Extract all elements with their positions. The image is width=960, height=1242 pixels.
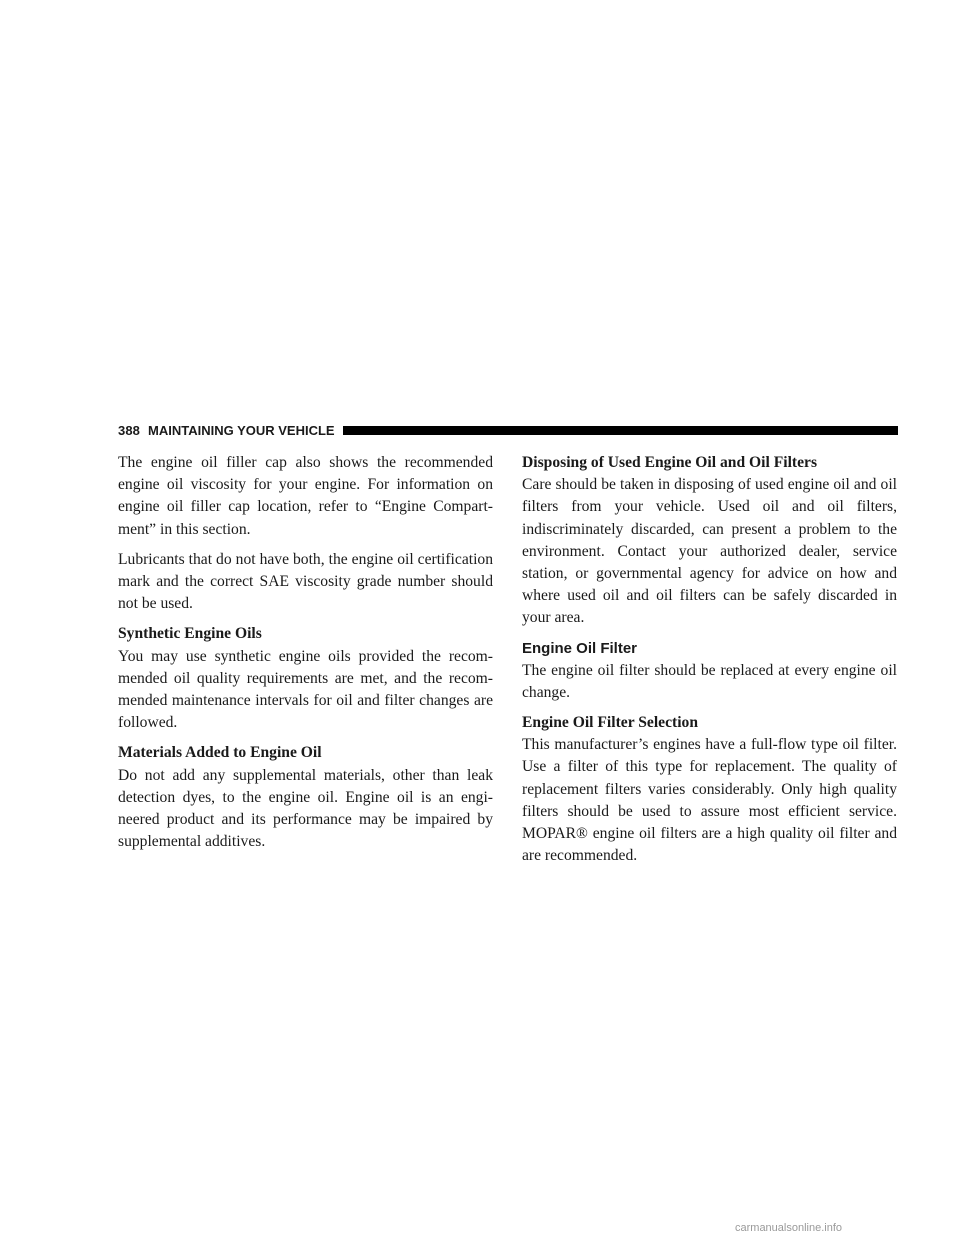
filter-selection-heading: Engine Oil Filter Selection xyxy=(522,714,698,732)
filler-cap-paragraph: The engine oil filler cap also shows the recommended engine oil viscosity for your engine. For information on engine oil filler cap location, refer to “Engine Compartment” in this section. xyxy=(118,454,493,538)
right-column xyxy=(522,452,897,875)
engine-oil-filter-paragraph: The engine oil filter should be replaced at every engine oil change. xyxy=(522,661,897,701)
disposing-heading: Disposing of Used Engine Oil and Oil Filters xyxy=(522,454,818,471)
left-column xyxy=(118,452,493,861)
page-header xyxy=(118,421,898,439)
header-rule xyxy=(343,426,898,435)
materials-added-paragraph: Do not add any supplemental materials, other than leak detection dyes, to the engine oil. Engine oil is an engineered product and its performance may be impaired by supplemental additives. xyxy=(118,766,493,851)
lubricants-paragraph: Lubricants that do not have both, the engine oil certification mark and the correct SAE viscosity grade number should not be used. xyxy=(118,550,493,613)
disposing-paragraph: Care should be taken in disposing of used engine oil and oil filters from your vehicle. Used oil and oil filters, indiscriminately discarded, can present a problem to the environment. Contact your authorized dealer, service station, or governmental agency for advice on how and where used oil and oil filters can be safely discarded in your area. xyxy=(522,476,897,627)
site-watermark: carmanualsonline.info xyxy=(735,1222,843,1234)
materials-added-heading: Materials Added to Engine Oil xyxy=(118,744,322,762)
synthetic-oils-heading: Synthetic Engine Oils xyxy=(118,625,262,643)
synthetic-oils-paragraph: You may use synthetic engine oils provided the recommended oil quality requirements are met, and the recommended maintenance intervals for oil and filter changes are followed. xyxy=(118,647,493,732)
engine-oil-filter-heading: Engine Oil Filter xyxy=(522,639,638,657)
page-number: 388 xyxy=(118,422,140,438)
section-title: MAINTAINING YOUR VEHICLE xyxy=(148,422,335,438)
filter-selection-paragraph: This manufacturer’s engines have a full-flow type oil filter. Use a filter of this type for replacement. The quality of replacement filters varies considerably. Only high quality filters should be used to assure most efficient service. MOPAR® engine oil filters are a high quality oil filter and are recommended. xyxy=(522,736,897,865)
